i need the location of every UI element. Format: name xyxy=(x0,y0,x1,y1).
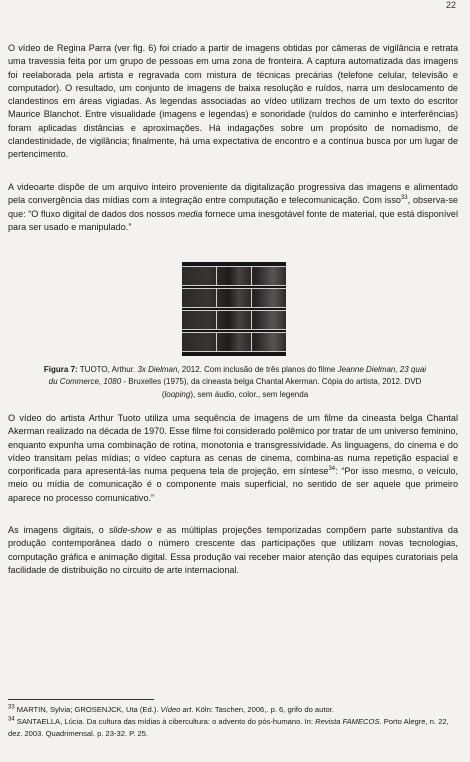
footnote-33: $^{33}$ MARTIN, Sylvia; GROSENJCK, Uta (Ed.). Vídeo art. Köln: Taschen, 2006,. p. 6, grifo do autor. xyxy=(8,704,334,714)
film-frame-row xyxy=(182,266,286,286)
paragraph-arthur-tuoto: O vídeo do artista Arthur Tuoto utiliza uma sequência de imagens de um filme da cineasta belga Chantal Akerman realizado na década de 1970. Esse filme foi considerado polêmico por tratar de um universo feminino, enquanto expunha uma combinação de rotina, monotonia e transgressividade. As linguagens, do cinema e do vídeo transitam pelas mídias; o vídeo captura as cenas de cinema, combina-as numa repetição espacial e corporificada para apresentá-las numa pequena tela de projeção, em síntese$^{34}$: “Por isso mesmo, o veículo, meio ou mídia de comunicação é o componente mais superficial, no sentido de ser aquele que primeiro aparece no processo comunicativo.” xyxy=(8,413,458,503)
footnote-34: $^{34}$ SANTAELLA, Lúcia. Da cultura das mídias à cibercultura: o advento do pós-humano. In: Revista FAMECOS. Porto Alegre, n. 22, dez. 2003. Quadrimensal. p. 23-32. P. 25. xyxy=(8,716,449,738)
paragraph-videoarte: A videoarte dispõe de um arquivo inteiro proveniente da digitalização progressiva das imagens e alimentado pela convergência das mídias com a integração entre computação e telecomunicação. Com isso$^{33}$, observa-se que: “O fluxo digital de dados dos nossos media fornece uma inesgotável fonte de material, que está disponível para ser usado e manipulado.” xyxy=(8,182,458,232)
footnote-ref-34: 34 xyxy=(328,466,336,473)
figure-caption: Figura 7: TUOTO, Arthur. 3x Dielman, 2012. Com inclusão de três planos do filme Jeanne Dielman, 23 quai du Commerce, 1080 - Bruxelles (1975), da cineasta belga Chantal Akerman. Cópia do artista, 2012. DVD (looping), sem áudio, color., sem legenda xyxy=(43,365,427,399)
paragraph-imagens-digitais: As imagens digitais, o slide-show e as múltiplas projeções temporizadas compõem parte substantiva da produção contemporânea dado o número crescente das participações que utilizam novas tecnologias, computação gráfica e animação digital. Essa produção vai receber maior atenção das equipes curatoriais pela facilidade de distribuição no circuito de arte internacional. xyxy=(8,525,459,575)
figure-3x-dielman-image xyxy=(182,262,286,356)
footnote-ref-33: 33 xyxy=(400,195,408,202)
footnote-divider xyxy=(8,699,154,700)
page-number: 22 xyxy=(445,0,456,10)
film-frame-row xyxy=(182,310,286,330)
film-frame-row xyxy=(182,332,286,352)
paragraph-regina-parra: O vídeo de Regina Parra (ver fig. 6) foi criado a partir de imagens obtidas por câmeras de vigilância e retrata uma travessia feita por um grupo de pessoas em uma zona de fronteira. A captura automatizada das imagens foi reelaborada pela artista e regravada com mistura de técnicas precárias (telefone celular, televisão e computador). O resultado, um conjunto de imagens de baixa resolução e ruídos, narra um deslocamento de clandestinos em áreas vigiadas. As legendas associadas ao vídeo utilizam trechos de um texto do escritor Maurice Blanchot. Entre visualidade (imagens e legendas) e sonoridade (ruídos do caminho e interferências) foram aplicadas distâncias e aproximações. Há indagações sobre um propósito de nomadismo, de clandestinidade, de vigilância; finalmente, há uma expectativa de encontro e a contínua busca por um lugar de pertencimento. xyxy=(8,43,458,160)
film-frame-row xyxy=(182,288,286,308)
